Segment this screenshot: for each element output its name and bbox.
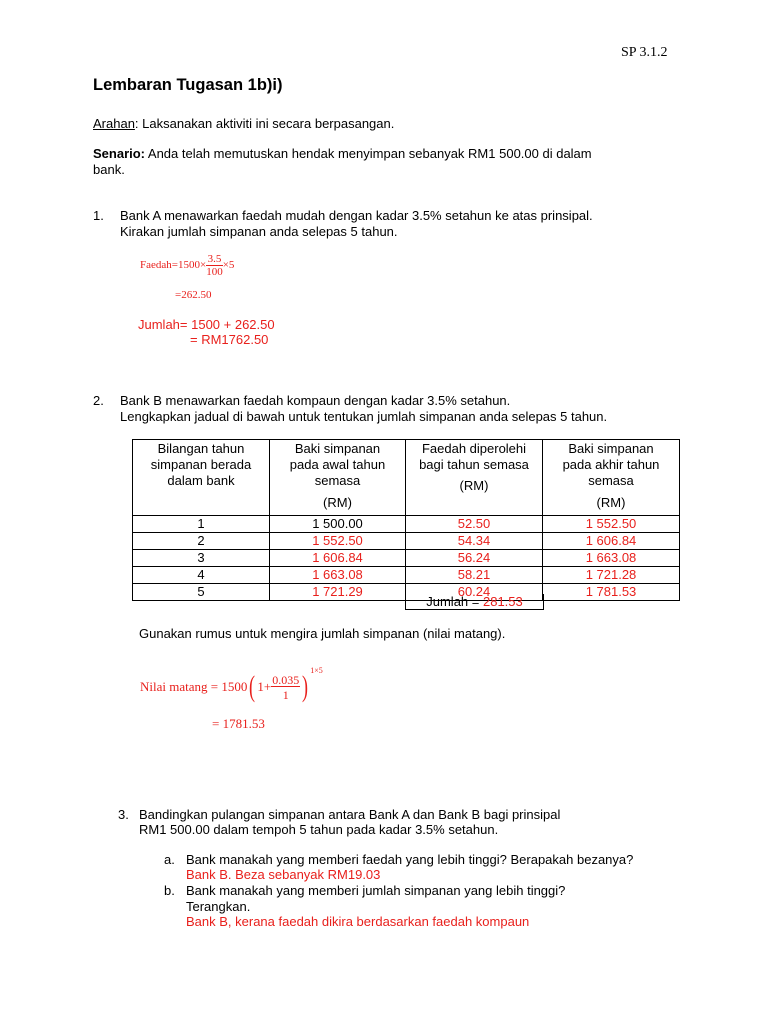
q2-formula-one-plus: 1+ bbox=[257, 679, 272, 694]
table-row bbox=[133, 516, 680, 533]
q2-formula-intro: Gunakan rumus untuk mengira jumlah simpanan (nilai matang). bbox=[139, 626, 506, 641]
q1-formula-times: × bbox=[199, 259, 207, 272]
instruction-label: Arahan bbox=[93, 116, 135, 131]
q1-formula-result: =262.50 bbox=[175, 289, 212, 301]
interest-total bbox=[405, 594, 544, 610]
q2-text-line2: Lengkapkan jadual di bawah untuk tentukan jumlah simpanan anda selepas 5 tahun. bbox=[120, 409, 608, 424]
q1-text-line1: Bank A menawarkan faedah mudah dengan kadar 3.5% setahun ke atas prinsipal. bbox=[120, 208, 593, 223]
table-row bbox=[133, 550, 680, 567]
q3-text-line1: Bandingkan pulangan simpanan antara Bank A dan Bank B bagi prinsipal bbox=[139, 807, 561, 822]
q1-answer-line2: = RM1762.50 bbox=[190, 332, 269, 347]
q2-formula-denominator: 1 bbox=[282, 687, 289, 702]
q3b-question-line2: Terangkan. bbox=[186, 899, 251, 914]
header-start-balance: Baki simpanan pada awal tahun semasa (RM) bbox=[270, 440, 406, 516]
cell-interest: 58.21 bbox=[406, 567, 543, 584]
q2-formula-lhs: Nilai matang = 1500 bbox=[140, 679, 248, 694]
cell-start-balance: 1 606.84 bbox=[270, 550, 406, 567]
header-years: Bilangan tahun simpanan berada dalam bank bbox=[133, 440, 270, 516]
q2-formula-numerator: 0.035 bbox=[272, 672, 300, 687]
cell-start-balance: 1 721.29 bbox=[270, 584, 406, 601]
cell-year: 5 bbox=[133, 584, 270, 601]
cell-start-balance: 1 500.00 bbox=[270, 516, 406, 533]
scenario-text-line1: Anda telah memutuskan hendak menyimpan sebanyak RM1 500.00 di dalam bbox=[145, 146, 592, 161]
cell-end-balance: 1 552.50 bbox=[543, 516, 680, 533]
q3b-answer: Bank B, kerana faedah dikira berdasarkan faedah kompaun bbox=[186, 914, 530, 929]
cell-start-balance: 1 663.08 bbox=[270, 567, 406, 584]
q2-left-paren: ( bbox=[249, 670, 256, 703]
q1-formula-times-years: ×5 bbox=[222, 259, 235, 272]
interest-total-value: 281.53 bbox=[482, 594, 523, 609]
cell-interest: 54.34 bbox=[406, 533, 543, 550]
cell-year: 1 bbox=[133, 516, 270, 533]
q1-answer-line1: Jumlah= 1500 + 262.50 bbox=[138, 317, 275, 332]
page-code: SP 3.1.2 bbox=[621, 45, 668, 60]
cell-end-balance: 1 663.08 bbox=[543, 550, 680, 567]
cell-interest: 60.24 bbox=[406, 584, 543, 601]
q2-number: 2. bbox=[93, 393, 104, 408]
cell-year: 4 bbox=[133, 567, 270, 584]
table-row bbox=[133, 533, 680, 550]
q3a-question: Bank manakah yang memberi faedah yang lebih tinggi? Berapakah bezanya? bbox=[186, 852, 634, 867]
cell-end-balance: 1 781.53 bbox=[543, 584, 680, 601]
q2-text-line1: Bank B menawarkan faedah kompaun dengan kadar 3.5% setahun. bbox=[120, 393, 511, 408]
q3a-label: a. bbox=[164, 852, 175, 867]
q2-formula bbox=[140, 666, 323, 703]
q2-formula-result: = 1781.53 bbox=[212, 716, 265, 731]
scenario bbox=[93, 146, 592, 162]
cell-end-balance: 1 606.84 bbox=[543, 533, 680, 550]
instruction-text: : Laksanakan aktiviti ini secara berpasangan. bbox=[134, 116, 395, 131]
q2-formula-fraction bbox=[271, 674, 300, 701]
cell-interest: 56.24 bbox=[406, 550, 543, 567]
q2-formula-exponent: 1×5 bbox=[310, 666, 323, 675]
instruction bbox=[93, 116, 394, 132]
q3b-label: b. bbox=[164, 883, 175, 898]
cell-year: 2 bbox=[133, 533, 270, 550]
savings-table bbox=[132, 439, 680, 601]
q3-number: 3. bbox=[118, 807, 129, 822]
cell-interest: 52.50 bbox=[406, 516, 543, 533]
scenario-label: Senario: bbox=[93, 146, 146, 161]
q1-formula bbox=[140, 253, 234, 278]
q3-text-line2: RM1 500.00 dalam tempoh 5 tahun pada kadar 3.5% setahun. bbox=[139, 822, 499, 837]
q3a-answer: Bank B. Beza sebanyak RM19.03 bbox=[186, 867, 381, 882]
cell-year: 3 bbox=[133, 550, 270, 567]
scenario-text-line2: bank. bbox=[93, 162, 125, 177]
q1-formula-lhs: Faedah=1500 bbox=[140, 259, 200, 272]
header-end-balance: Baki simpanan pada akhir tahun semasa (RM) bbox=[543, 440, 680, 516]
q3b-question-line1: Bank manakah yang memberi jumlah simpanan yang lebih tinggi? bbox=[186, 883, 566, 898]
table-header-row bbox=[133, 440, 680, 516]
cell-end-balance: 1 721.28 bbox=[543, 567, 680, 584]
page-title: Lembaran Tugasan 1b)i) bbox=[93, 76, 283, 94]
q1-number: 1. bbox=[93, 208, 104, 223]
q1-formula-fraction bbox=[206, 253, 223, 278]
header-interest: Faedah diperolehi bagi tahun semasa (RM) bbox=[406, 440, 543, 516]
q1-text-line2: Kirakan jumlah simpanan anda selepas 5 tahun. bbox=[120, 224, 398, 239]
interest-total-label: Jumlah = bbox=[426, 594, 483, 609]
cell-start-balance: 1 552.50 bbox=[270, 533, 406, 550]
table-row bbox=[133, 567, 680, 584]
q2-right-paren: ) bbox=[302, 670, 309, 703]
q1-formula-numerator: 3.5 bbox=[207, 253, 222, 265]
q1-formula-denominator: 100 bbox=[206, 266, 223, 278]
